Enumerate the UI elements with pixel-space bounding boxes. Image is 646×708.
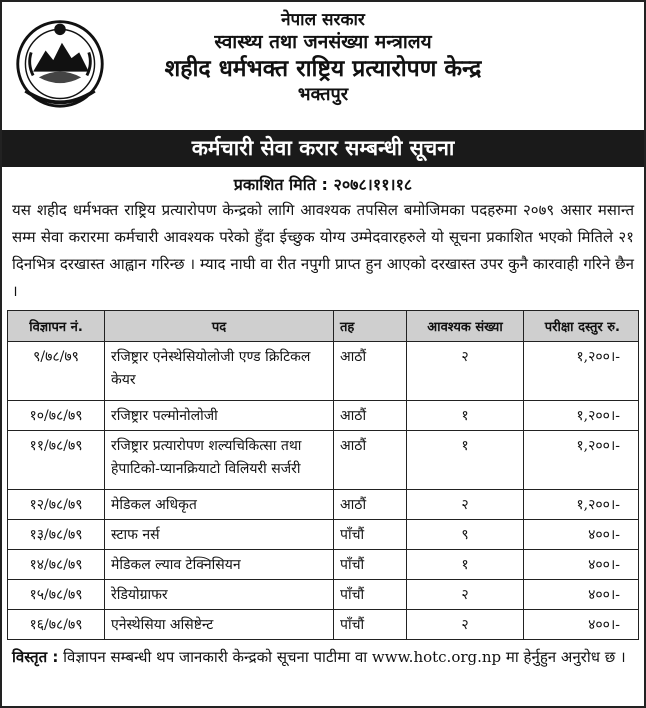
exam-fee-cell: ४००।- [524,520,639,550]
exam-fee-cell: १,२००।- [524,490,639,520]
footer-text: विज्ञापन सम्बन्धी थप जानकारी केन्द्रको सूचना पाटीमा वा www.hotc.org.np मा हेर्नुहुन अनुरोध छ । [63,648,626,666]
post-cell: मेडिकल ल्याव टेक्निसियन [105,550,334,580]
table-header-row [8,311,639,342]
header-level: तह [334,311,407,342]
required-count-cell: २ [407,342,524,401]
nepal-government-emblem-icon [12,14,108,110]
level-cell: आठौं [334,401,407,431]
table-row [8,342,639,401]
exam-fee-cell: १,२००।- [524,401,639,431]
post-cell: रजिष्ट्रार एनेस्थेसियोलोजी एण्ड क्रिटिकल केयर [105,342,334,401]
table-row [8,431,639,490]
post-cell: एनेस्थेसिया असिष्टेन्ट [105,610,334,640]
ad-no-cell: ९/७८/७९ [8,342,105,401]
ad-no-cell: ११/७८/७९ [8,431,105,490]
exam-fee-cell: ४००।- [524,610,639,640]
required-count-cell: ९ [407,520,524,550]
ad-no-cell: १३/७८/७९ [8,520,105,550]
vacancy-table [7,310,639,640]
post-cell: स्टाफ नर्स [105,520,334,550]
ad-no-cell: १०/७८/७९ [8,401,105,431]
table-row [8,610,639,640]
required-count-cell: २ [407,580,524,610]
level-cell: आठौं [334,342,407,401]
required-count-cell: २ [407,490,524,520]
table-row [8,550,639,580]
center-title: शहीद धर्मभक्त राष्ट्रिय प्रत्यारोपण केन्द्र [164,56,482,82]
required-count-cell: १ [407,401,524,431]
table-row [8,520,639,550]
ministry-title: स्वास्थ्य तथा जनसंख्या मन्त्रालय [214,31,432,54]
header-post: पद [105,311,334,342]
notice-title-banner: कर्मचारी सेवा करार सम्बन्धी सूचना [2,130,644,167]
post-cell: रजिष्ट्रार प्रत्यारोपण शल्यचिकित्सा तथा हेपाटिको-प्यानक्रियाटो विलियरी सर्जरी [105,431,334,490]
post-cell: रेडियोग्राफर [105,580,334,610]
exam-fee-cell: ४००।- [524,550,639,580]
notice-header [2,2,644,130]
level-cell: पाँचौं [334,580,407,610]
post-cell: रजिष्ट्रार पल्मोनोलोजी [105,401,334,431]
exam-fee-cell: १,२००।- [524,431,639,490]
ad-no-cell: १४/७८/७९ [8,550,105,580]
header-required-count: आवश्यक संख्या [407,311,524,342]
ad-no-cell: १२/७८/७९ [8,490,105,520]
level-cell: पाँचौं [334,550,407,580]
intro-paragraph: यस शहीद धर्मभक्त राष्ट्रिय प्रत्यारोपण केन्द्रको लागि आवश्यक तपसिल बमोजिमका पदहरुमा २०७९ असार मसान्त सम्म सेवा करारमा कर्मचारी आवश्यक परेको हुँदा ईच्छुक योग्य उम्मेदवारहरुले यो सूचना प्रकाशित भएको मितिले २१ दिनभित्र दरखास्त आह्वान गरिन्छ । म्याद नाघी वा रीत नपुगी प्राप्त हुन आएको दरखास्त उपर कुनै कारवाही गरिने छैन । [12,201,634,300]
table-row [8,401,639,431]
post-cell: मेडिकल अधिकृत [105,490,334,520]
header-ad-no: विज्ञापन नं. [8,311,105,342]
footer-note [2,640,644,671]
published-date: प्रकाशित मिति : २०७८।११।१८ [233,175,413,194]
table-row [8,580,639,610]
footer-label: विस्तृत : [12,648,59,666]
exam-fee-cell: १,२००।- [524,342,639,401]
header-exam-fee: परीक्षा दस्तुर रु. [524,311,639,342]
required-count-cell: २ [407,610,524,640]
level-cell: आठौं [334,431,407,490]
required-count-cell: १ [407,431,524,490]
level-cell: पाँचौं [334,520,407,550]
exam-fee-cell: ४००।- [524,580,639,610]
required-count-cell: १ [407,550,524,580]
table-row [8,490,639,520]
ad-no-cell: १६/७८/७९ [8,610,105,640]
location-title: भक्तपुर [297,83,349,105]
level-cell: पाँचौं [334,610,407,640]
level-cell: आठौं [334,490,407,520]
ad-no-cell: १५/७८/७९ [8,580,105,610]
government-title: नेपाल सरकार [281,10,365,30]
